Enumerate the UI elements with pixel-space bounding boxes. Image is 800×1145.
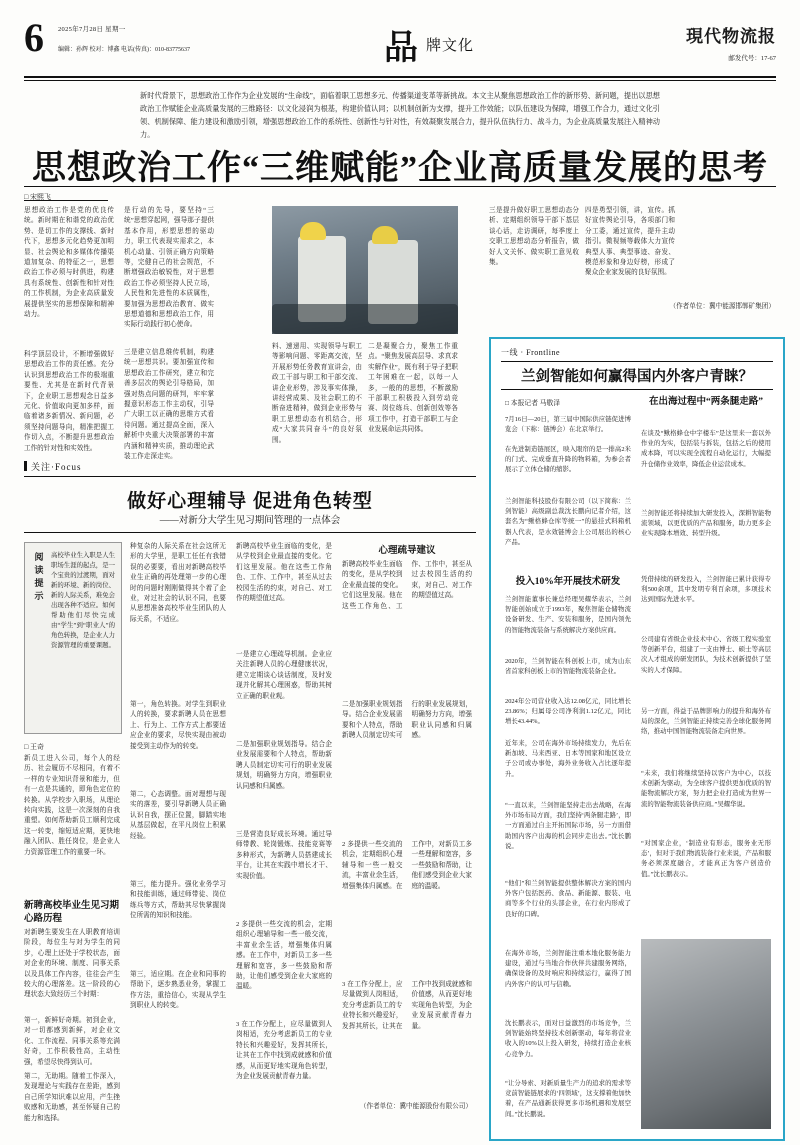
focus-credit: （作者单位：冀中能源股份有限公司） xyxy=(359,1103,472,1110)
frontline-p4: 2020年，兰剑智能在科创板上市，成为山东省首家科创板上市的智能物流装备企业。 xyxy=(505,658,631,676)
section-title xyxy=(324,20,534,69)
frontline-sub-2: 投入10%年开展技术研发 xyxy=(515,577,621,587)
focus-title: 做好心理辅导 促进角色转型 xyxy=(127,491,373,512)
frontline-label: 一线 · Frontline xyxy=(501,348,560,357)
frontline-sub-1: 在出海过程中“两条腿走路” xyxy=(648,397,763,407)
reading-tip-text: 高校毕业生入职是人生职场生涯的起点，是一个宝贵的过渡期，面对新的环境、新的岗位、新的人际关系，难免会出现各种不适应。如何帮助他们尽快完成由“学生”到“职业人”的角色转换，是企业人力资源管理的重要课题。 xyxy=(51,552,115,649)
article-col3: 料、速递用、实现领导与职工等影响问题、零距离交流，坚开展形势任务教育宣讲会，由政工干部与职工和干部交流、讲企业形势，涉及事实体操，讲经营成果、及社会职工的不断奋进精神，做到企业形势与职工思想动态有机结合，形成“大家共同奋斗”的良好氛围。 xyxy=(272,343,362,444)
section-title-big: 品 xyxy=(383,30,420,67)
focus-s1b: 第一，新鲜好奇期。初到企业，对一切都感到新鲜，对企业文化、工作流程、同事关系等充满好奇，工作积极性高，主动性强，希望尽快得到认可。 xyxy=(24,1017,120,1066)
focus-c6: 3 在工作分配上，应尽量做到人岗相适，充分考虑新员工的专业特长和兴趣爱好，发挥其所长，让其在工作中找到成就感和价值感，从而更好地实现角色转型，为企业发展贡献青春力量。 xyxy=(236,1021,332,1081)
frontline-p0: 7月16日—20日，第三届中国际供应链促进博览会（下称：链博会）在北京举行。 xyxy=(505,416,631,434)
focus-col-c: 新聘高校毕业生面临的变化，是从学校到企业最直接的变化。它们这里发展。他在这些工作角色、工作、工作中，甚至从过去校园生活的约束，对自己、对工作的期望值过高。 xyxy=(342,561,472,610)
focus-minihead-1: 新聘高校毕业生见习期心路历程 xyxy=(24,901,120,924)
frontline-box xyxy=(489,337,785,1141)
byline-rule xyxy=(24,200,108,202)
focus-col-c2: 二是加强职业规划指导。结合企业发展需要和个人特点，帮助新聘人员制定切实可行的职业发展规划，明确努力方向，增强职业认同感和归属感。 xyxy=(342,701,472,740)
article-col4b: 四是勇型引领，讲，宣传。抓好宣传舆论引导，各项部门和分工委，通过宣传，提升主动指引。微视频等载体大力宣传典型人事、典型事迹、奋发、模范形象和身边好榜，形成了聚众企业家发展的良好氛围。 xyxy=(585,207,675,277)
focus-lead: 新员工进入公司，每个人的经历、社会履历不尽相同，有着不一样的专业知识背景和能力，但有一点是共通的，即角色定位的转换。从学校步入职场，从理论转向实践，这是一次深刻的自我重塑。如何帮助新员工顺利完成这一转变，缩短适应期，更快地融入团队、胜任岗位，是企业人力资源管理工作的重要一环。 xyxy=(24,755,120,856)
frontline-photo xyxy=(641,939,771,1129)
focus-b3: 第二，心态调整。面对理想与现实的落差，要引导新聘人员正确认识自我，摆正位置，脚踏实地从基层做起，在平凡岗位上积累经验。 xyxy=(130,791,226,840)
issue-date: 2025年7月28日 星期一 xyxy=(58,26,126,33)
article-photo xyxy=(272,206,458,334)
focus-subtitle: ——对新分大学生见习期间管理的一点体会 xyxy=(159,516,341,526)
frontline-rule-2 xyxy=(501,389,773,390)
article-col2b: 三是建立信息维传机制，构建统一思想共识。要加强宣传和思想政治工作研究，建立和完善多层次的舆论引导格局，加强对热点问题的研判，牢牢掌握意识形态工作主动权，引导广大职工以正确的思维方式看待问题。通过提高全面，深入解析中央重大决策部署的丰富内涵和精神实质，推动理论武装工作走深走实。 xyxy=(124,349,214,461)
page-headline: 思想政治工作“三维赋能”企业高质量发展的思考 xyxy=(32,150,768,187)
focus-c1: 新聘高校毕业生面临的变化，是从学校到企业最直接的变化。它们这里发展。他在这些工作角色、工作、工作中，甚至从过去校园生活的约束，对自己、对工作的期望值过高。 xyxy=(236,543,332,603)
masthead xyxy=(24,15,776,74)
focus-col-c3: 2 多提供一些交流的机会，定期组织心理辅导和一些一般交流，丰富业余生活，增强集体归属感。在工作中，对新员工多一些理解和宽容，多一些鼓励和帮助，让他们感受到企业大家庭的温暖。 xyxy=(342,841,472,890)
frontline-p6: 近年来，公司在海外市场持续发力，先后在新加坡、马来西亚、日本等国家和地区设立子公司或办事处，海外业务收入占比逐年提升。 xyxy=(505,740,631,778)
frontline-p9: 在海外市场，兰剑智能注重本地化服务能力建设，通过与当地合作伙伴共建服务网络，确保设备的及时响应和持续运行，赢得了国内外客户的认可与信赖。 xyxy=(505,950,631,988)
frontline-title: 兰剑智能如何赢得国内外客户青睐？ xyxy=(521,369,753,385)
frontline-p13: 另一方面，得益于品牌影响力的提升和海外布局的深化，兰剑智能正持续完善全球化服务网络，推动中国智能物流装备走向世界。 xyxy=(641,708,771,736)
focus-label-text: 关注·Focus xyxy=(31,462,82,472)
section-title-small: 牌文化 xyxy=(425,38,474,54)
frontline-credit-note: “让分导索、对新质量生产力的追求的需求等竞前智能链展求的‘四领域’，这支撑着他加快着，在产品通新获得更多市场机遇和发展空间。”沈长鹏说。 xyxy=(505,1080,631,1118)
reading-tip-label: 阅读提示 xyxy=(34,552,44,601)
masthead-rule-2 xyxy=(24,80,776,81)
postal-code: 邮发代号：17-67 xyxy=(728,55,776,62)
paper-nameplate xyxy=(686,22,776,62)
focus-col-b: 种复杂的人际关系在社会这所无形的大学里，是职工任任有我错误的必要要，看出对新聘高校毕业生正确的再处理第一步的心理时的问题时刚刚做得其个着了企业，对过社会的认识不同，也要从思想准备高校毕业生团队的人际关系，不适应。 xyxy=(130,543,226,623)
focus-rule-2 xyxy=(24,532,476,533)
page-number: 6 xyxy=(24,15,44,60)
frontline-p5: 2024年公司营业收入达12.08亿元，同比增长23.86%；归属母公司净利润1.12亿元，同比增长43.44%。 xyxy=(505,698,631,726)
focus-c2: 一是建立心理疏导机制。企业应关注新聘人员的心理健康状况，建立定期谈心谈话制度，及时发现并化解其心理困惑，帮助其树立正确的职业观。 xyxy=(236,651,332,700)
focus-b4: 第三，能力提升。强化业务学习和技能训练，通过师带徒、岗位练兵等方式，帮助其尽快掌握岗位所需的知识和技能。 xyxy=(130,881,226,920)
frontline-p2: 兰剑智能科技股份有限公司（以下简称：兰剑智能）高级副总裁沈长鹏向记者介绍，这套名为“鳅格蜂仓库等统一”的悬挂式料箱机器人代表，是水效链博会上公司展出的核心产品。 xyxy=(505,498,631,546)
article-byline: □ 宋熙飞 xyxy=(24,193,51,201)
masthead-rule xyxy=(24,76,776,78)
focus-c3: 二是加强职业规划指导。结合企业发展需要和个人特点，帮助新聘人员制定切实可行的职业发展规划，明确努力方向，增强职业认同感和归属感。 xyxy=(236,741,332,790)
frontline-p11: 凭借持续的研发投入，兰剑智能已累计获得专利500余项，其中发明专利百余项，多项技术达到国际先进水平。 xyxy=(641,576,771,604)
focus-section-label xyxy=(24,460,82,473)
frontline-p8: “他们”和兰剑智能提供整体解决方案的国内外客户包括医药、食品、新能源、服装、电商等多个行业的头部企业，在行业内形成了良好的口碑。 xyxy=(505,880,631,918)
frontline-side-2: 兰剑智能还将持续加大研发投入，深耕智能物流领域，以更优质的产品和服务，助力更多企业实现降本增效、转型升级。 xyxy=(641,510,771,538)
article-col3b: 二是凝聚合力，聚焦工作重点。“聚焦发展高层导、求真求实解作业”，既有利于导子把职工年困难在一起，以每一人多，一般的的思想，不断激励干部职工积极投入到劳动竞赛、岗位练兵、创新创效等各项工作中，打造干部职工与企业发展命运共同体。 xyxy=(368,343,458,434)
focus-s1: 对新聘生要发生在人职教育培训阶段，每位生与对为学生的同步，心理上还处于学校状态，面对企业的环境、制度、同事关系以及具体工作内容，往往会产生较大的心理落差。这一阶段的心理状态大致经历三个时期： xyxy=(24,929,120,999)
lead-abstract: 新时代背景下，思想政治工作作为企业发展的“生命线”，面临着职工思想多元、传播渠道变革等新挑战。本文主从聚焦思想政治工作的新形势、新问题，提出以思想政治工作赋能企业高质量发展的三维路径：以文化浸润为根基，构建价值认同；以机制创新为支撑，提升工作效能；以队伍建设为保障，增强工作合力，通过文化引领、机制保障、能力建设和激励引领，增强思想政治工作的系统性、创新性与针对性，有效凝聚发展合力，提升队伍执行力、战斗力，为企业高质量发展注入精神动力。 xyxy=(140,92,660,139)
focus-b2: 第一，角色转换。对学生到职业人的转换，要求新聘人员在思想上、行为上、工作方式上都要适应企业的要求，尽快实现由被动接受到主动作为的转变。 xyxy=(130,701,226,750)
focus-s1c: 第二，无助期。随着工作深入，发现理论与实践存在差距，感到自己所学知识难以应用，产生挫败感和无助感，甚至怀疑自己的能力和选择。 xyxy=(24,1073,120,1122)
article-col1b: 科学顶层设计，不断增强做好思想政治工作的责任感。充分认识到思想政治工作的极端重要性、尤其是在新时代背景下，企业职工思想观念日益多元化、价值取向更加多样，面临着诸多新情况、新问题，必须坚持问题导向，精准把握工作切入点，不断提升思想政治工作的针对性和实效性。 xyxy=(24,351,114,452)
focus-s1d: 第三，适应期。在企业和同事的帮助下，逐步熟悉业务，掌握工作方法，重拾信心，实现从学生到职业人的转变。 xyxy=(130,971,226,1010)
paper-name: 現代物流报 xyxy=(686,27,776,46)
article-col1: 思想政治工作是党的优良传统。新时期在和谐党的政治优势、是切工作的支撑线、新时代下，思想多元化趋势更加明显、社会舆论和多媒体传播渠道加复杂、的特征之一，思想政治工作必须与时俱进，构建具有系统性、创新性和针对性的工作机制，为企业高质量发展提供坚实的思想保障和精神动力。 xyxy=(24,207,114,319)
frontline-p7: “一直以来，兰剑智能坚持走出去战略，在海外市场布局方面，我们坚持‘两条腿走路’，即一方面通过自主开拓国际市场，另一方面借助国内客户出海的机会同步走出去。”沈长鹏说。 xyxy=(505,802,631,850)
frontline-p15: “对国家企业，‘制造业有形态，服务业无形态’，但对于我们物流装备行业来说，产品和服务必须深度融合，才能真正为客户创造价值。”沈长鹏表示。 xyxy=(641,840,771,878)
focus-rule xyxy=(24,476,476,477)
editor-line: 编辑：孙辉 校对：博鑫 电话(传真)：010-83775637 xyxy=(58,47,190,53)
frontline-p14: “未来，我们将继续坚持以客户为中心，以技术创新为驱动，为全球客户提供更加优质的智能物流解决方案，努力把企业打造成为世界一流的智能物流装备供应商。”吴耀华说。 xyxy=(641,770,771,808)
focus-c4: 三是营造良好成长环境。通过导师带教、轮岗锻炼、技能竞赛等多种形式，为新聘人员搭建成长平台，让其在实践中增长才干、实现价值。 xyxy=(236,831,332,880)
article-col4: 三是提升做好职工思想动态分析、定期组织领导干部下基层谈心话，走访调研，每季度上交职工思想动态分析报告，做好人文关怀、做实职工意见收集。 xyxy=(489,207,579,267)
focus-byline: □ 王奇 xyxy=(24,743,44,751)
frontline-rule-top xyxy=(501,361,773,362)
frontline-p1: 在先进制造链展区，映入眼帘的是一排高2米的门式、完成垂直升降的物料箱，为参会者展示了立体仓储的缩影。 xyxy=(505,446,631,474)
frontline-p10: 沈长鹏表示，面对日益激烈的市场竞争，兰剑智能始终坚持技术创新驱动，每年将营业收入的10%以上投入研发，持续打造企业核心竞争力。 xyxy=(505,1020,631,1058)
article-col2: 是行动的先导，要坚持“三统”思想穿起网，强导那子提供基本作用，形塑思想的驱动力，职工代表现实需求之，本机心动量、引领正确方向策略等，完健自己的社会规范，不断增强政治敏锐性，对于思想政治工作必须坚持人民立场，人民性和先进性的本质属性，要加强为思想政治教育、做实思想道德和思想政治工作，用实际行动践行初心使命。 xyxy=(124,207,214,329)
frontline-p12: 公司建有省级企业技术中心、省级工程实验室等创新平台，组建了一支由博士、硕士等高层次人才组成的研发团队，为技术创新提供了坚实的人才保障。 xyxy=(641,636,771,674)
reading-tip-box xyxy=(24,542,122,734)
focus-minihead-2: 心理疏导建议 xyxy=(378,546,436,556)
focus-col-c4: 3 在工作分配上，应尽量做到人岗相适，充分考虑新员工的专业特长和兴趣爱好，发挥其所长，让其在工作中找到成就感和价值感，从而更好地实现角色转型，为企业发展贡献青春力量。 xyxy=(342,981,472,1030)
article-credit: （作者单位：冀中能源邯郸矿集团） xyxy=(669,303,775,310)
frontline-byline: □ 本报记者 马敬泽 xyxy=(505,400,561,407)
frontline-p3: 兰剑智能董事长兼总经理吴耀华表示，兰剑智能创始成立于1993年，聚焦智能仓储物流设备研发、生产、安装和服务，是国内领先的智能物流装备与系统解决方案供应商。 xyxy=(505,596,631,634)
frontline-side-1: 在谈及“鳅格蜂仓中宇楼车”是这里来一套以外作业的为实，包括装与拆装，包括之后的使用成本降，可以实现全流程自动化运行，大幅提升仓储作业效率，降低企业运营成本。 xyxy=(641,430,771,468)
headline-rule xyxy=(24,186,776,187)
focus-c5: 2 多提供一些交流的机会，定期组织心理辅导和一些一般交流，丰富业余生活，增强集体归属感。在工作中，对新员工多一些理解和宽容，多一些鼓励和帮助，让他们感受到企业大家庭的温暖。 xyxy=(236,921,332,991)
